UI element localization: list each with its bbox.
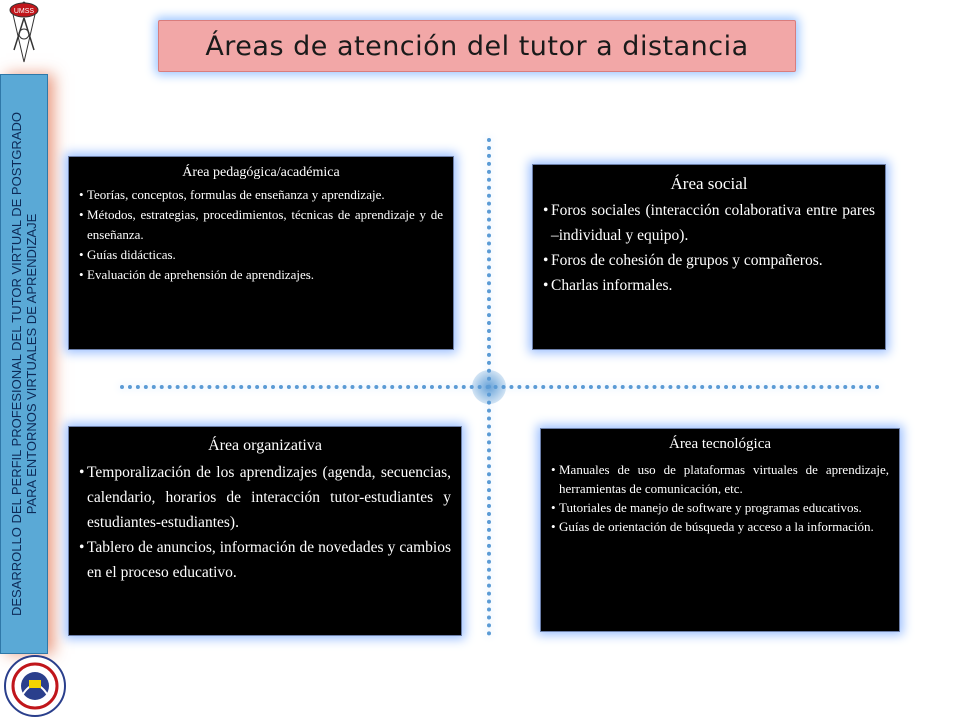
list-item: • Temporalización de los aprendizajes (agenda, secuencias, calendario, horarios de interacción tutor-estudiantes y estudiantes-estudiantes). — [79, 460, 451, 535]
list-item: • Foros de cohesión de grupos y compañeros. — [543, 248, 875, 273]
area-pedagogica-title: Área pedagógica/académica — [182, 165, 340, 180]
list-item: • Tablero de anuncios, información de novedades y cambios en el proceso educativo. — [79, 535, 451, 585]
list-item: • Charlas informales. — [543, 273, 875, 298]
sidebar-text — [9, 84, 39, 644]
list-item: • Tutoriales de manejo de software y programas educativos. — [551, 498, 889, 517]
area-organizativa-list — [79, 460, 451, 585]
list-item: • Métodos, estrategias, procedimientos, técnicas de aprendizaje y de enseñanza. — [79, 205, 443, 245]
area-tecnologica-list — [551, 460, 889, 536]
sidebar-line-1: DESARROLLO DEL PERFIL PROFESIONAL DEL TUTOR VIRTUAL DE POSTGRADO — [9, 112, 24, 616]
area-organizativa-box — [68, 426, 462, 636]
escuela-postgrado-seal-icon — [2, 654, 68, 718]
umss-compass-logo-icon — [0, 0, 48, 64]
list-item: • Evaluación de aprehensión de aprendizajes. — [79, 265, 443, 285]
area-social-list — [543, 198, 875, 298]
logo-text: UMSS — [13, 8, 35, 15]
area-pedagogica-box — [68, 156, 454, 350]
list-item: • Teorías, conceptos, formulas de enseñanza y aprendizaje. — [79, 185, 443, 205]
axis-center-glow — [472, 370, 506, 404]
page-title-text: Áreas de atención del tutor a distancia — [205, 30, 749, 62]
area-pedagogica-list — [79, 185, 443, 285]
sidebar-line-2: PARA ENTORNOS VIRTUALES DE APRENDIZAJE — [24, 213, 39, 515]
page-title — [158, 20, 796, 72]
area-organizativa-title: Área organizativa — [208, 437, 322, 454]
list-item: • Guías de orientación de búsqueda y acceso a la información. — [551, 517, 889, 536]
area-social-box — [532, 164, 886, 350]
list-item: • Manuales de uso de plataformas virtuales de aprendizaje, herramientas de comunicación, etc. — [551, 460, 889, 498]
area-tecnologica-title: Área tecnológica — [668, 436, 772, 452]
sidebar-banner — [0, 74, 48, 654]
list-item: • Foros sociales (interacción colaborativa entre pares –individual y equipo). — [543, 198, 875, 248]
area-social-title: Área social — [670, 174, 748, 193]
list-item: • Guías didácticas. — [79, 245, 443, 265]
area-tecnologica-box — [540, 428, 900, 632]
